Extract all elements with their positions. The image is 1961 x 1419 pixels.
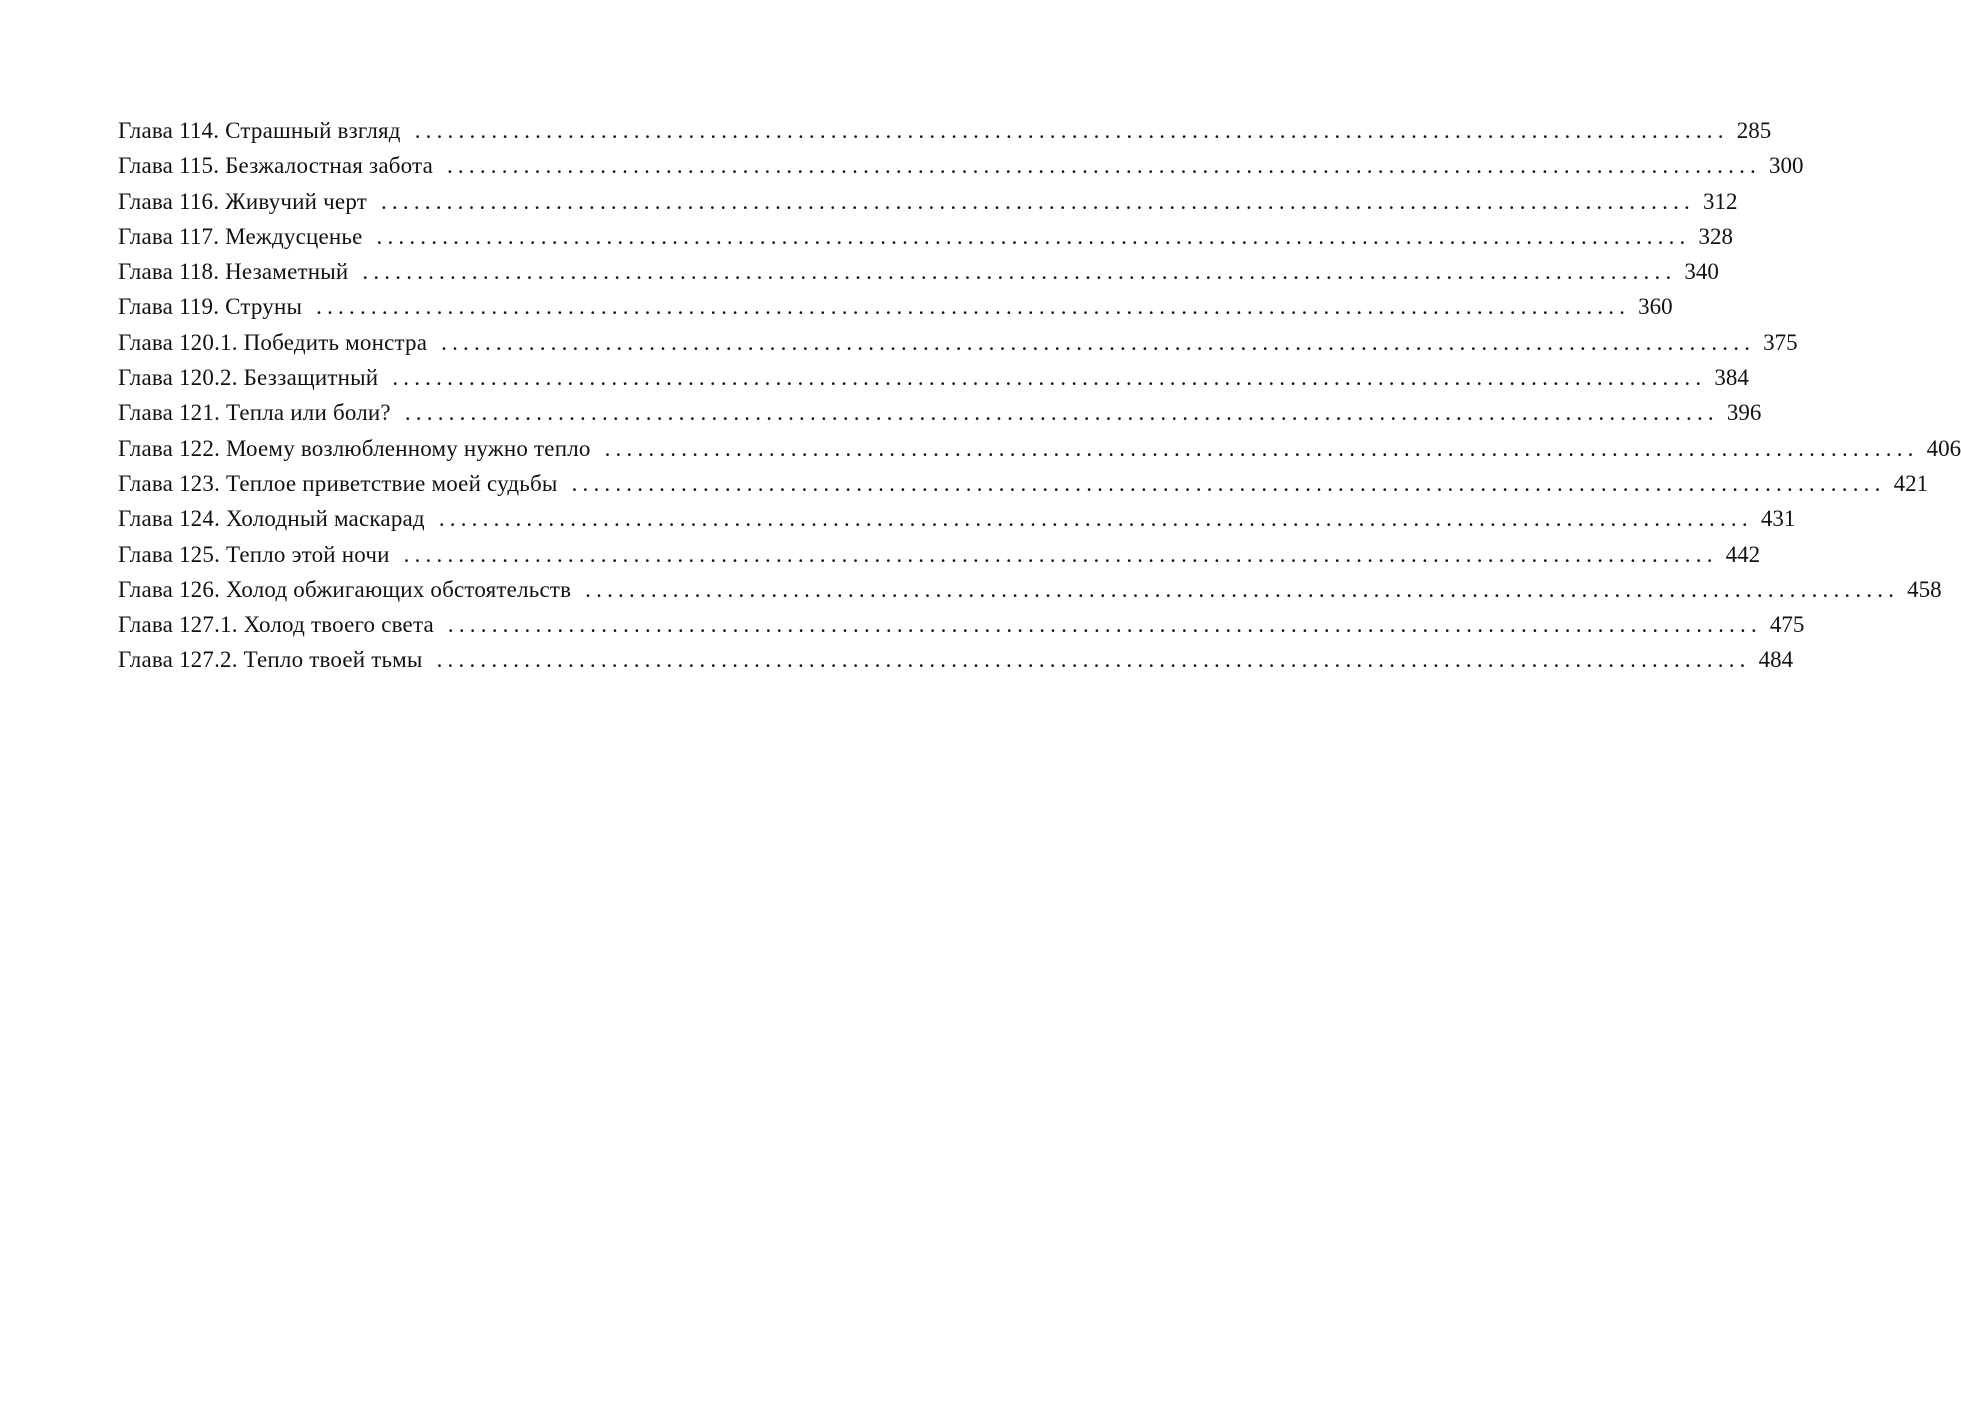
toc-entry-title: Глава 120.2. Беззащитный [118,365,379,391]
toc-entry [118,325,1798,360]
toc-leader-dots: ........................................................................................................................ [585,576,1900,602]
toc-leader-dots: ........................................................................................................................ [404,400,1719,426]
table-of-contents [118,113,1961,678]
toc-entry-title: Глава 127.2. Тепло твоей тьмы [118,647,423,673]
toc-leader-dots: ........................................................................................................................ [316,294,1631,320]
toc-entry [118,360,1749,395]
toc-entry-page: 360 [1638,294,1673,320]
toc-entry-page: 340 [1684,259,1719,285]
toc-entry [118,466,1929,501]
toc-entry [118,113,1772,148]
toc-leader-dots: ........................................................................................................................ [604,435,1919,461]
toc-leader-dots: ........................................................................................................................ [447,612,1762,638]
toc-entry-title: Глава 124. Холодный маскарад [118,506,425,532]
toc-leader-dots: ........................................................................................................................ [571,470,1886,496]
toc-leader-dots: ........................................................................................................................ [414,118,1729,143]
toc-entry [118,501,1796,536]
toc-entry [118,431,1961,466]
toc-entry [118,219,1733,254]
toc-entry [118,254,1719,289]
toc-leader-dots: ........................................................................................................................ [441,329,1756,355]
toc-entry-page: 328 [1698,223,1733,249]
toc-leader-dots: ........................................................................................................................ [380,188,1695,214]
toc-entry-page: 300 [1768,153,1804,179]
toc-entry-title: Глава 121. Тепла или боли? [118,400,391,426]
toc-leader-dots: ........................................................................................................................ [436,647,1751,673]
toc-entry-title: Глава 115. Безжалостная забота [118,153,433,179]
toc-leader-dots: ........................................................................................................................ [376,223,1691,249]
toc-entry-page: 484 [1758,647,1794,673]
toc-entry [118,395,1762,430]
toc-entry [118,537,1761,572]
toc-leader-dots: ........................................................................................................................ [446,153,1761,179]
toc-leader-dots: ........................................................................................................................ [403,541,1718,567]
toc-entry-title: Глава 116. Живучий черт [118,188,367,214]
toc-entry-title: Глава 117. Междусценье [118,223,363,249]
toc-entry-page: 312 [1702,188,1738,214]
toc-entry-page: 431 [1760,506,1796,532]
toc-entry-title: Глава 119. Струны [118,294,303,320]
toc-entry-page: 475 [1769,612,1805,638]
toc-entry-title: Глава 126. Холод обжигающих обстоятельств [118,576,572,602]
toc-entry-title: Глава 125. Тепло этой ночи [118,541,390,567]
toc-entry-title: Глава 118. Незаметный [118,259,349,285]
toc-entry-title: Глава 123. Теплое приветствие моей судьбы [118,470,558,496]
toc-entry-title: Глава 122. Моему возлюбленному нужно тепло [118,435,591,461]
toc-leader-dots: ........................................................................................................................ [392,365,1707,391]
toc-entry [118,148,1804,183]
toc-entry-page: 384 [1714,365,1749,391]
toc-entry-page: 375 [1763,329,1798,355]
toc-entry [118,642,1794,677]
toc-leader-dots: ........................................................................................................................ [362,259,1677,285]
toc-entry [118,184,1738,219]
toc-entry-title: Глава 114. Страшный взгляд [118,118,401,143]
toc-entry-title: Глава 127.1. Холод твоего света [118,612,434,638]
toc-entry-page: 442 [1725,541,1761,567]
toc-entry-page: 285 [1736,118,1772,143]
toc-entry-page: 421 [1893,470,1929,496]
toc-entry [118,572,1942,607]
toc-entry-page: 396 [1726,400,1762,426]
toc-entry [118,607,1805,642]
toc-entry-page: 458 [1907,576,1942,602]
toc-entry-page: 406 [1926,435,1961,461]
toc-entry [118,289,1673,324]
toc-leader-dots: ........................................................................................................................ [438,506,1753,532]
toc-entry-title: Глава 120.1. Победить монстра [118,329,428,355]
